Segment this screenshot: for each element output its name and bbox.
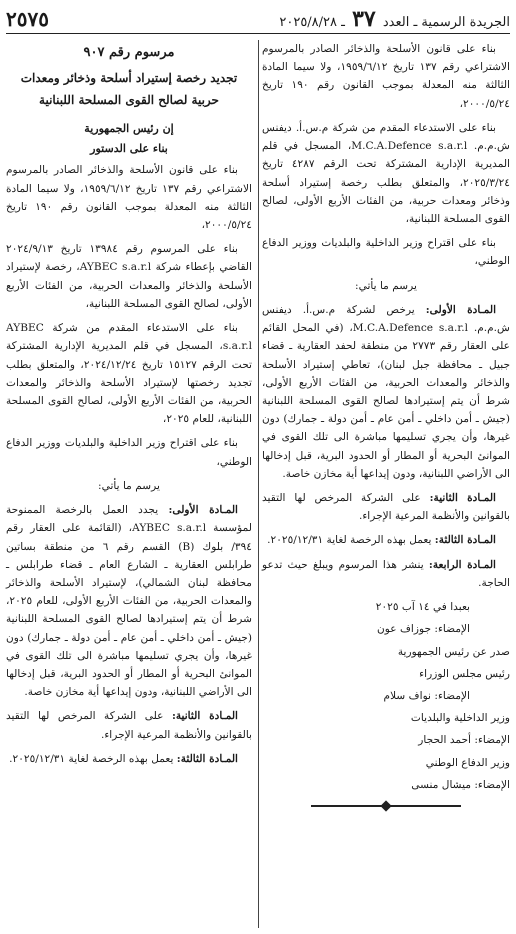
pm-signature: الإمضاء: نواف سلام	[383, 690, 470, 702]
recital-weapons-law: بناء على قانون الأسلحة والذخائر الصادر بالمرسوم الاشتراعي رقم ١٣٧ تاريخ ١٩٥٩/٦/١٢، ولا سيما المادة الثالثة منه المعدلة بموجب القانون رقم ١٩٠ تاريخ ٢٠٠٠/٥/٢٤،	[262, 43, 510, 110]
left-column	[6, 40, 252, 774]
recital-application: بناء على الاستدعاء المقدم من شركة م.س.أ. ديفنس ش.م.م. M.C.A.Defence s.a.r.l، المسجل في قلم المديرية الإدارية المشتركة تحت الرقم ٤٢٨٧ تاريخ ٢٠٢٥/٣/٢٤، والمتعلق بطلب رخصة إستيراد أسلحة وذخائر ومعدات حربية، من الفئات الأربع الأولى، لصالح القوى المسلحة اللبنانية،	[262, 121, 510, 225]
interior-minister-title: وزير الداخلية والبلديات	[410, 712, 510, 725]
signing-date: بعبدا في ١٤ آب ٢٠٢٥	[375, 601, 470, 614]
article-1-label: المـادة الأولى:	[425, 303, 497, 316]
article-3-label: المـادة الثالثة:	[176, 752, 238, 765]
decree-title: مرسوم رقم ٩٠٧	[83, 45, 175, 60]
article-4-label: المـادة الرابعة:	[428, 558, 496, 571]
article-4	[262, 556, 510, 592]
article-4-text: ينشر هذا المرسوم ويبلغ حيث تدعو الحاجة.	[262, 558, 510, 589]
page-number: ٢٥٧٥	[6, 6, 49, 31]
decree-subject: تجديد رخصة إستيراد أسلحة وذخائر ومعدات حربية لصالح القوى المسلحة اللبنانية	[20, 71, 238, 107]
defense-minister-title: وزير الدفاع الوطني	[425, 756, 510, 769]
article-2-label: المـادة الثانية:	[429, 492, 497, 505]
issued-by: صدر عن رئيس الجمهورية	[397, 645, 510, 658]
article-2-text: على الشركة المرخص لها التقيد بالقوانين والأنظمة المرعية الإجراء.	[6, 710, 252, 741]
journal-name: الجريدة الرسمية ـ العدد	[382, 14, 510, 30]
article-2-text: على الشركة المرخص لها التقيد بالقوانين والأنظمة المرعية الإجراء.	[262, 492, 510, 523]
article-3-text: يعمل بهذه الرخصة لغاية ٢٠٢٥/١٢/٣١.	[9, 752, 174, 765]
right-column	[262, 40, 510, 810]
pm-title: رئيس مجلس الوزراء	[419, 667, 510, 680]
decrees-heading: يرسم ما يأتي:	[98, 479, 160, 492]
recital-proposal: بناء على اقتراح وزير الداخلية والبلديات ووزير الدفاع الوطني،	[6, 437, 252, 468]
article-3	[262, 531, 510, 549]
recital-proposal: بناء على اقتراح وزير الداخلية والبلديات ووزير الدفاع الوطني،	[262, 237, 510, 268]
recital-previous-decree: بناء على المرسوم رقم ١٣٩٨٤ تاريخ ٢٠٢٤/٩/١٣ القاضي بإعطاء شركة AYBEC s.a.r.l، رخصة لإستيراد الأسلحة والذخائر والمعدات الحربية، من الفئات الأربع الأولى، لصالح القوى المسلحة اللبنانية،	[6, 243, 252, 310]
recital-weapons-law: بناء على قانون الأسلحة والذخائر الصادر بالمرسوم الاشتراعي رقم ١٣٧ تاريخ ١٩٥٩/٦/١٢، ولا سيما المادة الثالثة منه المعدلة بموجب القانون رقم ١٩٠ تاريخ ٢٠٠٠/٥/٢٤،	[6, 164, 253, 232]
decrees-heading: يرسم ما يأتي:	[355, 279, 417, 292]
article-1	[262, 301, 510, 483]
page-header	[6, 4, 510, 34]
article-1-label: المـادة الأولى:	[168, 504, 238, 517]
article-2	[262, 489, 510, 525]
issue-number: ٣٧	[352, 5, 376, 32]
president-heading: إن رئيس الجمهورية	[84, 121, 174, 135]
article-2-label: المـادة الثانية:	[171, 710, 238, 723]
interior-minister-signature: الإمضاء: أحمد الحجار	[418, 734, 510, 747]
article-3-text: يعمل بهذه الرخصة لغاية ٢٠٢٥/١٢/٣١.	[267, 534, 432, 547]
article-3-label: المـادة الثالثة:	[434, 534, 496, 547]
constitution-heading: بناء على الدستور	[90, 142, 168, 156]
defense-minister-signature: الإمضاء: ميشال منسى	[411, 778, 510, 791]
article-1-text: يجدد العمل بالرخصة الممنوحة لمؤسسة AYBEC s.a.r.l، (القائمة على العقار رقم ٣٩٤/ بلوك (B) القسم رقم ٦ من منطقة بساتين طرابلس العقارية ـ الشارع العام ـ قضاء طرابلس ـ محافظة لبنان الشمالي)، لإستيراد الأسلحة والذخائر والمعدات الحربية، من الفئات الأربع الأولى، للعام ٢٠٢٥، شرط أن يتم إستيرادها لصالح القوى المسلحة اللبنانية (جيش ـ أمن داخلي ـ أمن عام ـ أمن دولة ـ جمارك) دون غيرها، وأن يجري تسليمها مباشرة الى تلك القوى في الموانئ البحرية أو المطار أو الحدود البرية، قبل إدخالها الى الأراضي اللبنانية، ودون إيداعها أية مخازن خاصة.	[6, 504, 252, 699]
end-of-decree-ornament	[311, 802, 461, 810]
article-3	[6, 750, 252, 768]
article-1	[6, 501, 252, 701]
issue-date: ـ ٢٠٢٥/٨/٢٨	[279, 14, 345, 30]
journal-issue-line	[279, 6, 510, 32]
recital-application: بناء على الاستدعاء المقدم من شركة AYBEC s.a.r.l، المسجل في قلم المديرية الإدارية المشتركة تحت الرقم ١٥١٢٧ تاريخ ٢٠٢٤/١٢/٢٤، والمتعلق بطلب تجديد رخصتها لإستيراد الأسلحة والذخائر والمعدات الحربية، من الفئات الأربع الأولى، لصالح القوى المسلحة اللبنانية، للعام ٢٠٢٥،	[6, 322, 252, 426]
article-1-text: يرخص لشركة م.س.أ. ديفنس ش.م.م. M.C.A.Defence s.a.r.l، (في المحل القائم على العقار رقم ٢٧٧٣ من منطقة لحفد العقارية ـ قضاء جبيل ـ محافظة جبل لبنان)، تعاطي إستيراد الأسلحة والذخائر والمعدات الحربية، من الفئات الأربع الأولى، شرط أن يتم إستيرادها لصالح القوى المسلحة اللبنانية (جيش ـ أمن داخلي ـ أمن عام ـ أمن دولة ـ جمارك) دون غيرها، وأن يجري تسليمها مباشرة الى تلك القوى في الموانئ البحرية أو المطار أو الحدود البرية، قبل إدخالها الى الأراضي اللبنانية، ودون إيداعها أية مخازن خاصة.	[262, 303, 510, 480]
column-divider	[258, 40, 259, 928]
article-2	[6, 707, 252, 743]
president-signature: الإمضاء: جوزاف عون	[377, 623, 470, 636]
